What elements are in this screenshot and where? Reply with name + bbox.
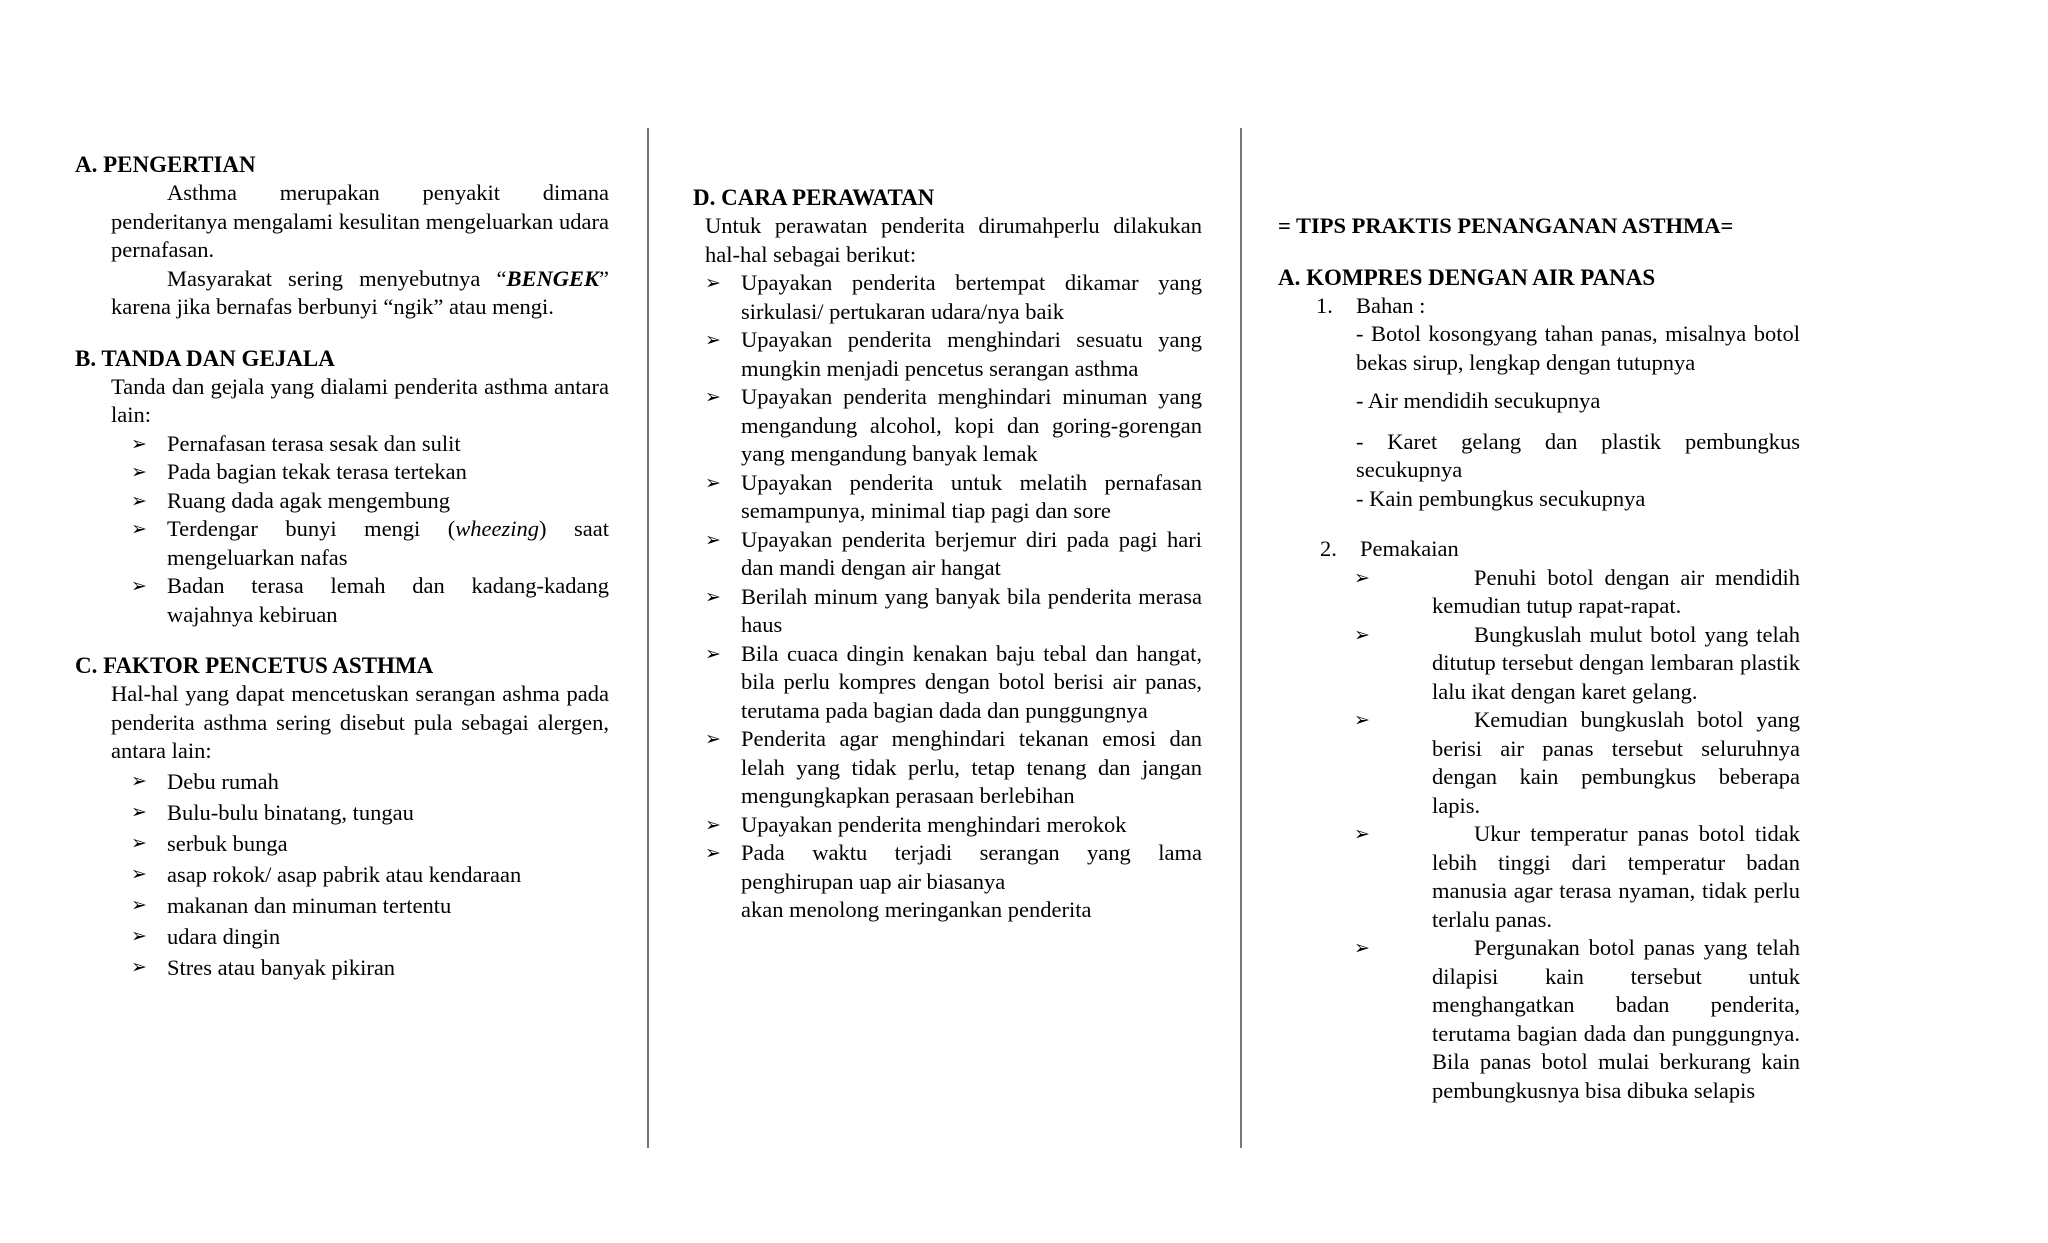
- list-item: ➢ Pada waktu terjadi serangan yang lama penghirupan uap air biasanya: [705, 840, 1202, 894]
- section-d-body: [693, 212, 1202, 925]
- arrow-bullet-icon: ➢: [131, 893, 147, 916]
- list-item: ➢ Berilah minum yang banyak bila penderita merasa haus: [705, 583, 1202, 637]
- arrow-bullet-icon: ➢: [705, 642, 721, 665]
- arrow-bullet-icon: ➢: [705, 728, 721, 750]
- perawatan-tail: akan menolong meringankan penderita: [741, 897, 1092, 922]
- kompres-title: A. KOMPRES DENGAN AIR PANAS: [1278, 264, 1656, 290]
- section-a-body: [75, 179, 609, 322]
- arrow-bullet-icon: ➢: [131, 432, 147, 455]
- section-d-title: D. CARA PERAWATAN: [693, 185, 935, 210]
- list-item: ➢ Stres atau banyak pikiran: [131, 952, 609, 983]
- pemakaian-section: [1278, 535, 1800, 564]
- column-divider-left: [647, 128, 649, 1148]
- list-item: ➢ Upayakan penderita menghindari minuman yang mengandung alcohol, kopi dan goring-gorengan yang mengandung banyak lemak: [705, 384, 1202, 466]
- column-middle: [693, 183, 1202, 925]
- arrow-bullet-icon: ➢: [131, 461, 147, 483]
- arrow-bullet-icon: ➢: [131, 800, 147, 823]
- symptom-list: [111, 430, 609, 630]
- arrow-bullet-icon: ➢: [131, 518, 147, 540]
- trigger-list: [111, 766, 609, 983]
- pemakaian-heading: 2. Pemakaian: [1320, 536, 1459, 561]
- section-c-body: [75, 680, 609, 983]
- column-divider-right: [1240, 128, 1242, 1148]
- pengertian-paragraph-1: Asthma merupakan penyakit dimana penderitanya mengalami kesulitan mengeluarkan udara pernafasan.: [111, 180, 609, 262]
- arrow-bullet-icon: ➢: [131, 862, 147, 885]
- list-item: ➢ udara dingin: [131, 921, 609, 952]
- bahan-section: [1278, 292, 1800, 321]
- arrow-bullet-icon: ➢: [131, 955, 147, 978]
- arrow-bullet-icon: ➢: [705, 329, 721, 351]
- list-item: ➢ Penderita agar menghindari tekanan emosi dan lelah yang tidak perlu, tetap tenang dan jangan mengungkapkan perasaan berlebihan: [705, 726, 1202, 808]
- arrow-bullet-icon: ➢: [131, 831, 147, 854]
- list-item: ➢ Upayakan penderita untuk melatih pernafasan semampunya, minimal tiap pagi dan sore: [705, 469, 1202, 523]
- arrow-bullet-icon: ➢: [1354, 937, 1370, 959]
- list-item: ➢ makanan dan minuman tertentu: [131, 890, 609, 921]
- arrow-bullet-icon: ➢: [705, 528, 721, 551]
- tanda-intro: Tanda dan gejala yang dialami penderita asthma antara lain:: [111, 373, 609, 427]
- section-b-title: B. TANDA DAN GEJALA: [75, 345, 335, 371]
- arrow-bullet-icon: ➢: [705, 272, 721, 294]
- arrow-bullet-icon: ➢: [705, 386, 721, 408]
- bahan-list: [1278, 320, 1800, 513]
- list-item: - Botol kosongyang tahan panas, misalnya botol bekas sirup, lengkap dengan tutupnya: [1356, 321, 1800, 375]
- pengertian-paragraph-2: [111, 265, 609, 322]
- arrow-bullet-icon: ➢: [131, 575, 147, 597]
- bahan-heading: 1. Bahan :: [1316, 292, 1426, 318]
- arrow-bullet-icon: ➢: [131, 924, 147, 947]
- list-item: ➢ Ruang dada agak mengembung: [131, 487, 609, 516]
- column-right: [1278, 212, 1800, 1105]
- tips-title: = TIPS PRAKTIS PENANGANAN ASTHMA=: [1278, 213, 1734, 238]
- list-item: ➢ Kemudian bungkuslah botol yang berisi air panas tersebut seluruhnya dengan kain pembungkus beberapa lapis.: [1354, 707, 1800, 818]
- list-item: ➢ Upayakan penderita berjemur diri pada pagi hari dan mandi dengan air hangat: [705, 526, 1202, 580]
- list-item: ➢ Upayakan penderita menghindari sesuatu yang mungkin menjadi pencetus serangan asthma: [705, 327, 1202, 381]
- list-item: ➢ asap rokok/ asap pabrik atau kendaraan: [131, 859, 609, 890]
- list-item: - Kain pembungkus secukupnya: [1356, 485, 1646, 511]
- section-b-body: [75, 373, 609, 630]
- section-c-title: C. FAKTOR PENCETUS ASTHMA: [75, 653, 434, 678]
- list-item: ➢ Bulu-bulu binatang, tungau: [131, 797, 609, 828]
- p2-post: ” karena jika bernafas berbunyi “ngik” atau mengi.: [111, 265, 609, 319]
- section-a-title: A. PENGERTIAN: [75, 152, 256, 177]
- list-item: ➢ Ukur temperatur panas botol tidak lebih tinggi dari temperatur badan manusia agar terasa nyaman, tidak perlu terlalu panas.: [1354, 821, 1800, 932]
- pemakaian-list: [1278, 564, 1800, 1106]
- list-item: ➢ Badan terasa lemah dan kadang-kadang wajahnya kebiruan: [131, 573, 609, 627]
- list-item: ➢ Penuhi botol dengan air mendidih kemudian tutup rapat-rapat.: [1354, 564, 1800, 618]
- arrow-bullet-icon: ➢: [1354, 623, 1370, 646]
- list-item: ➢ Debu rumah: [131, 766, 609, 797]
- arrow-bullet-icon: ➢: [1354, 566, 1370, 589]
- list-item: - Karet gelang dan plastik pembungkus secukupnya: [1356, 428, 1800, 482]
- list-item: ➢ serbuk bunga: [131, 828, 609, 859]
- p2-pre: Masyarakat sering menyebutnya “: [167, 265, 507, 291]
- list-item: ➢ Upayakan penderita menghindari merokok: [705, 811, 1202, 840]
- arrow-bullet-icon: ➢: [131, 769, 147, 792]
- arrow-bullet-icon: ➢: [705, 585, 721, 608]
- list-item: ➢ Bungkuslah mulut botol yang telah ditutup tersebut dengan lembaran plastik lalu ikat dengan karet gelang.: [1354, 621, 1800, 704]
- list-item: ➢ Pada bagian tekak terasa tertekan: [131, 458, 609, 487]
- arrow-bullet-icon: ➢: [131, 489, 147, 512]
- list-item: ➢ Terdengar bunyi mengi (wheezing) saat mengeluarkan nafas: [131, 516, 609, 570]
- arrow-bullet-icon: ➢: [1354, 709, 1370, 731]
- perawatan-intro: Untuk perawatan penderita dirumahperlu dilakukan hal-hal sebagai berikut:: [705, 213, 1202, 267]
- arrow-bullet-icon: ➢: [705, 842, 721, 864]
- column-left: [75, 150, 609, 983]
- list-item: ➢ Pergunakan botol panas yang telah dilapisi kain tersebut untuk menghangatkan badan penderita, terutama bagian dada dan punggungnya. Bila panas botol mulai berkurang kain pembungkusnya bisa dibuka selapis: [1354, 935, 1800, 1103]
- care-list: [705, 269, 1202, 896]
- list-item: ➢ Upayakan penderita bertempat dikamar yang sirkulasi/ pertukaran udara/nya baik: [705, 270, 1202, 324]
- list-item: ➢ Pernafasan terasa sesak dan sulit: [131, 430, 609, 459]
- arrow-bullet-icon: ➢: [705, 471, 721, 494]
- faktor-intro: Hal-hal yang dapat mencetuskan serangan ashma pada penderita asthma sering disebut pula sebagai alergen, antara lain:: [111, 681, 609, 763]
- list-item: ➢ Bila cuaca dingin kenakan baju tebal dan hangat, bila perlu kompres dengan botol berisi air panas, terutama pada bagian dada dan punggungnya: [705, 640, 1202, 723]
- arrow-bullet-icon: ➢: [1354, 823, 1370, 845]
- arrow-bullet-icon: ➢: [705, 813, 721, 836]
- bengek-term: BENGEK: [506, 265, 599, 291]
- list-item: - Air mendidih secukupnya: [1356, 388, 1601, 413]
